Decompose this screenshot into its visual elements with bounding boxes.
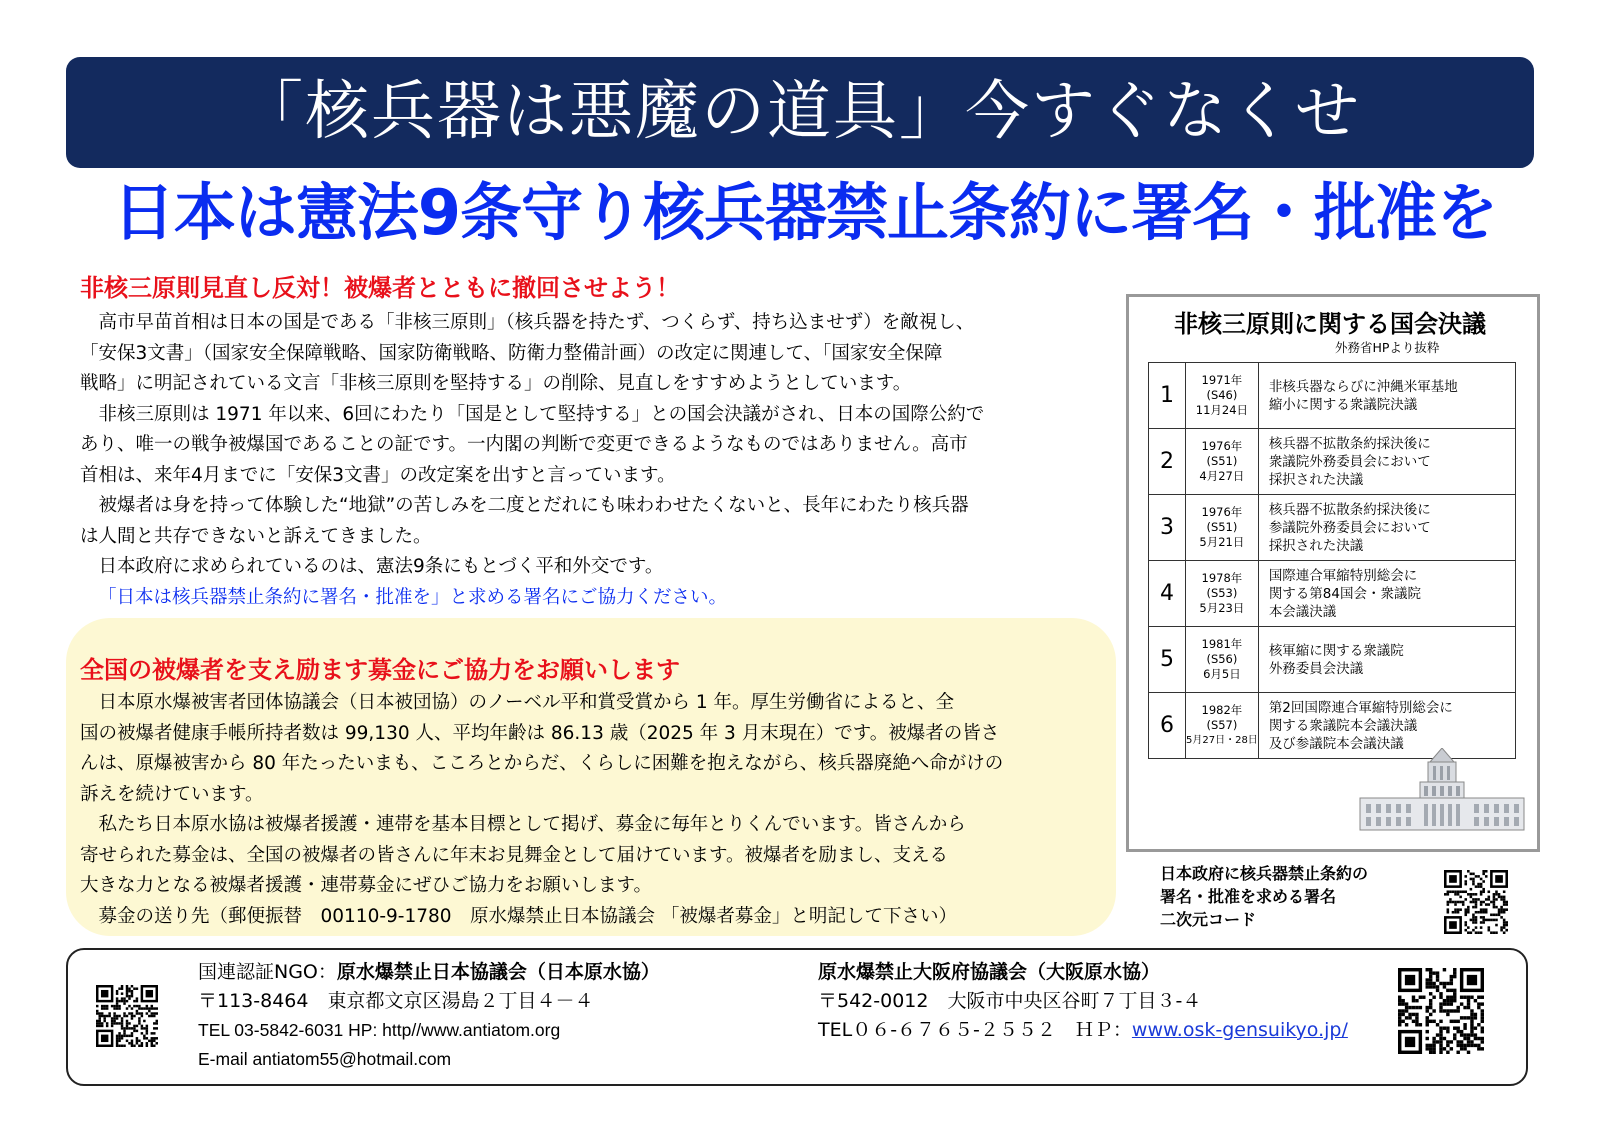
section1-line: 高市早苗首相は日本の国是である「非核三原則」（核兵器を持たず、つくらず、持ち込ませず）を敵視し、: [80, 312, 975, 333]
section1-line: あり、唯一の戦争被爆国であることの証です。一内閣の判断で変更できるようなものではありません。高市: [80, 434, 968, 455]
section1-line: 戦略」に明記されている文言「非核三原則を堅持する」の削除、見直しをすすめようとしています。: [80, 373, 912, 394]
resolutions-table: [1148, 362, 1516, 759]
resolution-text-line: 外務委員会決議: [1268, 660, 1364, 677]
resolution-text-line: 関する衆議院本会議決議: [1268, 717, 1418, 734]
footer-right-address: 〒542-0012 大阪市中央区谷町７丁目３-４: [818, 990, 1202, 1012]
resolution-text: [1258, 627, 1515, 693]
resolution-text-line: 核兵器不拡散条約採決後に: [1268, 435, 1431, 452]
section1-body: [80, 308, 1110, 613]
resolution-number: 3: [1149, 495, 1186, 561]
resolution-number: 4: [1149, 561, 1186, 627]
resolution-date: [1186, 561, 1259, 627]
resolution-text-line: 関する第84国会・衆議院: [1268, 585, 1421, 602]
section1-heading: 非核三原則見直し反対！被爆者とともに撤回させよう！: [80, 274, 680, 302]
ngo-label: 国連認証NGO：: [198, 961, 337, 983]
qr-caption-line: 日本政府に核兵器禁止条約の: [1160, 864, 1369, 883]
section2-body: [80, 688, 1110, 932]
qr-caption-line: 署名・批准を求める署名: [1160, 887, 1337, 906]
resolution-text-line: 第2回国際連合軍縮特別総会に: [1268, 699, 1453, 716]
resolution-text-line: 採択された決議: [1268, 471, 1364, 488]
section2-line: 私たち日本原水協は被爆者援護・連帯を基本目標として掲げ、募金に毎年とりくんでいます。皆さんから: [80, 814, 966, 835]
resolution-number: 2: [1149, 429, 1186, 495]
footer-left-org-name: 原水爆禁止日本協議会（日本原水協）: [336, 961, 660, 983]
resolution-date-line: 5月27日・28日: [1186, 735, 1258, 746]
resolution-date-line: 1976年: [1201, 439, 1243, 453]
resolution-text-line: 核軍縮に関する衆議院: [1268, 642, 1404, 659]
resolution-date-line: 11月24日: [1195, 403, 1249, 417]
resolution-row: [1149, 363, 1516, 429]
resolution-text-line: 採択された決議: [1268, 537, 1364, 554]
resolution-text: [1258, 561, 1515, 627]
resolution-date-line: 1971年: [1201, 373, 1243, 387]
resolution-date: [1186, 363, 1259, 429]
resolution-text-line: 及び参議院本会議決議: [1268, 735, 1404, 752]
resolution-date-line: 5月23日: [1199, 601, 1245, 615]
resolution-text-line: 参議院外務委員会において: [1268, 519, 1431, 536]
resolution-text-line: 核兵器不拡散条約採決後に: [1268, 501, 1431, 518]
qr-code-icon[interactable]: [1398, 968, 1484, 1054]
resolution-date-line: 1976年: [1201, 505, 1243, 519]
resolution-date-line: (S46): [1206, 388, 1238, 402]
resolution-row: [1149, 495, 1516, 561]
section2-line: 訴えを続けています。: [80, 783, 264, 805]
resolution-text: [1258, 363, 1515, 429]
footer-left-address: 〒113-8464 東京都文京区湯島２丁目４－４: [198, 990, 594, 1012]
resolution-date: [1186, 627, 1259, 693]
section2-line: 大きな力となる被爆者援護・連帯募金にぜひご協力をお願いします。: [80, 875, 653, 896]
qr-caption: [1160, 862, 1368, 931]
diet-building-icon: [1358, 748, 1526, 832]
resolution-date-line: (S56): [1206, 652, 1238, 666]
resolution-text-line: 衆議院外務委員会において: [1268, 453, 1431, 470]
resolution-date-line: 1982年: [1201, 703, 1243, 717]
section1-line: 非核三原則は 1971 年以来、6回にわたり「国是として堅持する」との国会決議がされ、日本の国際公約で: [80, 403, 985, 425]
resolution-date-line: 4月27日: [1199, 469, 1245, 483]
footer-right-contact: [818, 958, 1348, 1045]
resolutions-title: 非核三原則に関する国会決議: [1174, 310, 1486, 338]
resolution-text-line: 国際連合軍縮特別総会に: [1268, 567, 1418, 584]
footer-left-contact: [198, 958, 660, 1074]
section2-line: 募金の送り先（郵便振替 00110-9-1780 原水爆禁止日本協議会 「被爆者募金」と明記して下さい）: [80, 905, 957, 927]
qr-code-icon[interactable]: [96, 985, 158, 1047]
resolution-number: 6: [1149, 693, 1186, 759]
section1-line: は人間と共存できないと訴えてきました。: [80, 525, 432, 547]
resolution-date-line: 1978年: [1201, 571, 1243, 585]
resolution-number: 5: [1149, 627, 1186, 693]
resolution-date: [1186, 429, 1259, 495]
footer-left-email: E-mail antiatom55@hotmail.com: [198, 1049, 452, 1069]
resolution-text-line: 非核兵器ならびに沖縄米軍基地: [1268, 378, 1458, 395]
resolution-text: [1258, 429, 1515, 495]
footer-left-tel-hp: TEL 03-5842-6031 HP: http//www.antiatom.org: [198, 1020, 561, 1040]
resolution-date-line: (S51): [1206, 454, 1238, 468]
resolution-date-line: (S51): [1206, 520, 1238, 534]
section2-line: 寄せられた募金は、全国の被爆者の皆さんに年末お見舞金として届けています。被爆者を励まし、支える: [80, 844, 949, 866]
section1-line: 「安保3文書」（国家安全保障戦略、国家防衛戦略、防衛力整備計画）の改定に関連して、「国家安全保障: [80, 342, 943, 364]
resolutions-source: 外務省HPより抜粋: [1335, 340, 1440, 355]
footer-right-url-link[interactable]: www.osk-gensuikyo.jp/: [1131, 1019, 1348, 1041]
headline: 日本は憲法9条守り核兵器禁止条約に署名・批准を: [112, 176, 1498, 249]
qr-caption-line: 二次元コード: [1160, 910, 1257, 929]
section1-line: 日本政府に求められているのは、憲法9条にもとづく平和外交です。: [80, 556, 664, 577]
qr-code-icon[interactable]: [1444, 870, 1508, 934]
resolution-date-line: (S57): [1206, 718, 1238, 732]
signature-appeal: 「日本は核兵器禁止条約に署名・批准を」と求める署名にご協力ください。: [98, 586, 728, 608]
resolution-date-line: 1981年: [1201, 637, 1243, 651]
section2-line: 国の被爆者健康手帳所持者数は 99,130 人、平均年齢は 86.13 歳（2025 年 3 月末現在）です。被爆者の皆さ: [80, 722, 1000, 744]
section1-line: 被爆者は身を持って体験した“地獄”の苦しみを二度とだれにも味わわせたくないと、長年にわたり核兵器: [80, 495, 969, 516]
section2-heading: 全国の被爆者を支え励ます募金にご協力をお願いします: [80, 656, 680, 684]
resolution-date-line: 6月5日: [1203, 667, 1241, 681]
footer-right-tel: TEL０６-６７６５-２５５２ ＨＰ：: [818, 1019, 1132, 1041]
resolution-row: [1149, 429, 1516, 495]
resolution-row: [1149, 627, 1516, 693]
section2-line: んは、原爆被害から 80 年たったいまも、こころとからだ、くらしに困難を抱えながら、核兵器廃絶へ命がけの: [80, 753, 1004, 774]
resolution-date: [1186, 693, 1259, 759]
resolution-text: [1258, 495, 1515, 561]
banner-title: 「核兵器は悪魔の道具」今すぐなくせ: [66, 57, 1534, 168]
section2-line: 日本原水爆被害者団体協議会（日本被団協）のノーベル平和賞受賞から 1 年。厚生労働省によると、全: [80, 692, 954, 713]
resolution-text-line: 本会議決議: [1268, 603, 1337, 620]
section1-line: 首相は、来年4月までに「安保3文書」の改定案を出すと言っています。: [80, 464, 676, 486]
resolution-date: [1186, 495, 1259, 561]
resolution-number: 1: [1149, 363, 1186, 429]
resolution-date-line: (S53): [1206, 586, 1238, 600]
resolution-text-line: 縮小に関する衆議院決議: [1268, 396, 1418, 413]
footer-right-org-name: 原水爆禁止大阪府協議会（大阪原水協）: [818, 961, 1161, 983]
resolution-row: [1149, 561, 1516, 627]
resolution-date-line: 5月21日: [1199, 535, 1245, 549]
